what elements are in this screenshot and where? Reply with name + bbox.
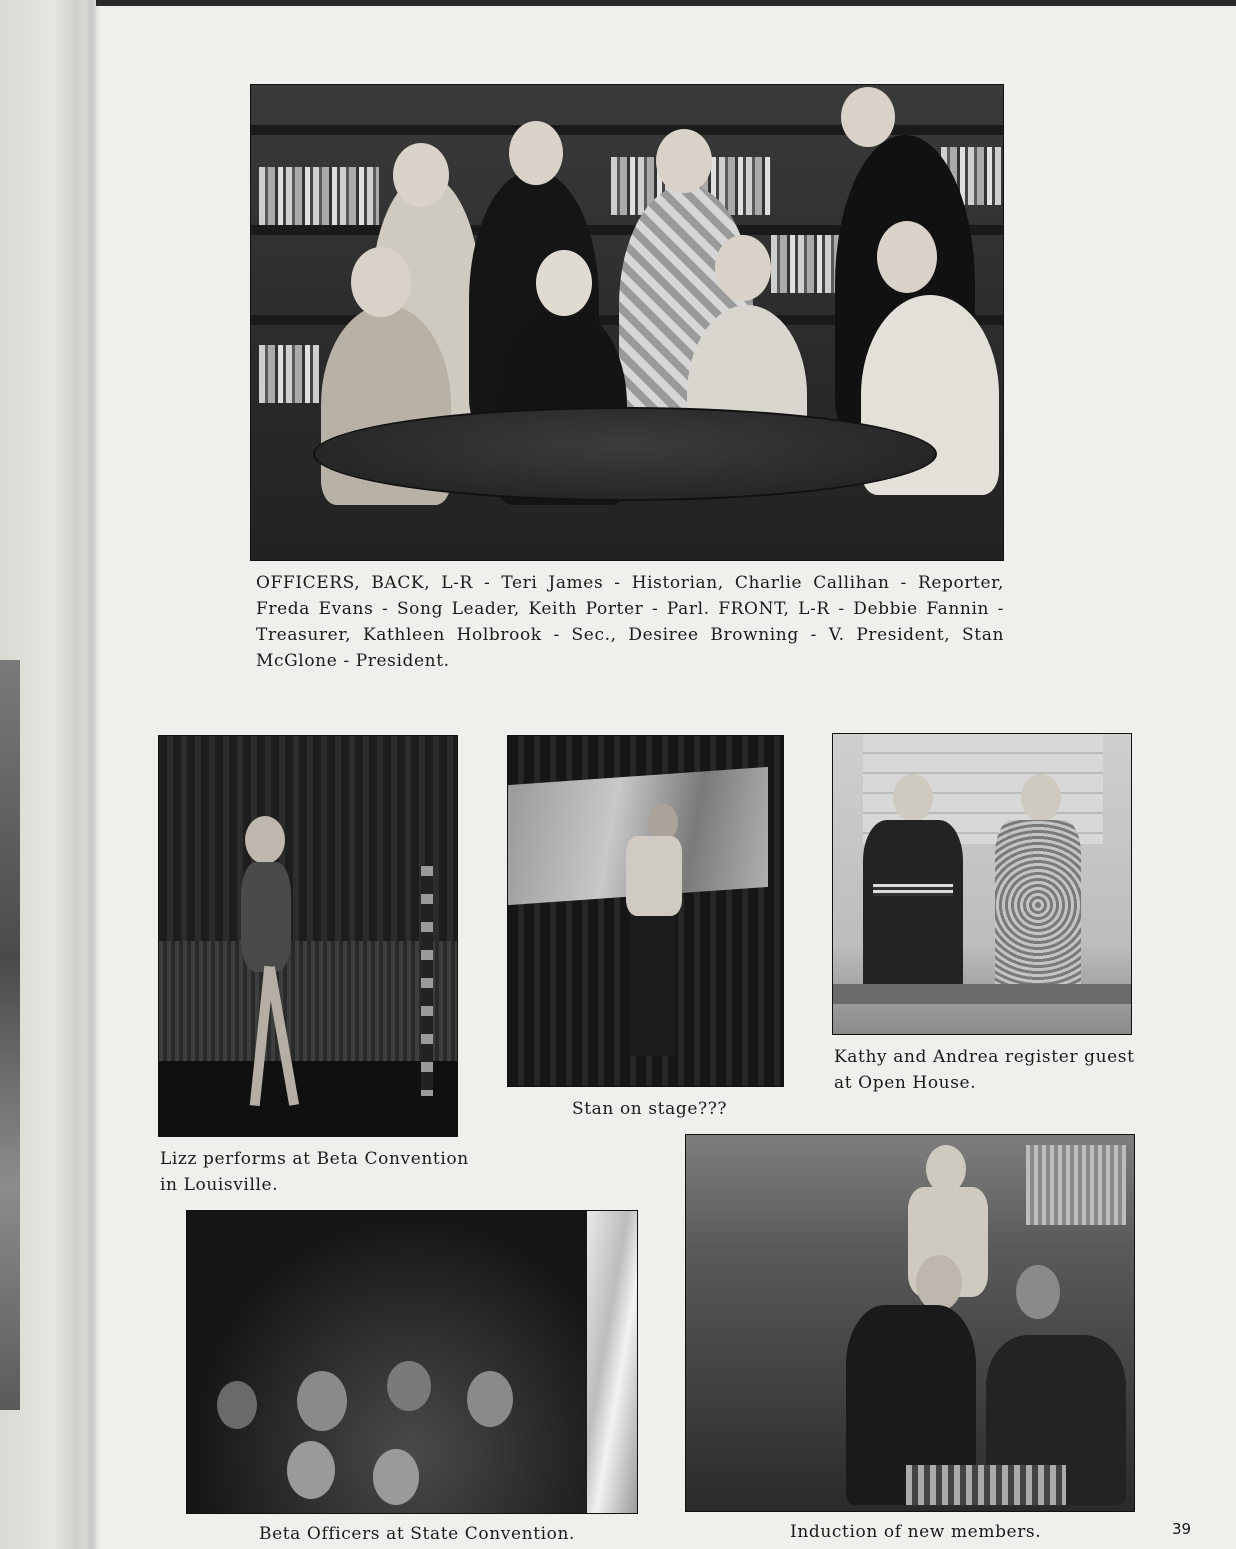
stan-legs (630, 916, 676, 1056)
registration-table (833, 984, 1131, 1004)
books (259, 167, 379, 225)
attendee (287, 1441, 335, 1499)
kathy-caption-line-1: Kathy and Andrea register guest (834, 1047, 1135, 1067)
stage-lights (421, 866, 433, 1096)
attendee (387, 1361, 431, 1411)
page-fold-shadow (84, 0, 100, 1549)
attendee (297, 1371, 347, 1431)
lizz-caption-line-1: Lizz performs at Beta Convention (160, 1149, 469, 1169)
person-head (877, 221, 937, 293)
seated-member (916, 1255, 962, 1311)
stan-caption: Stan on stage??? (572, 1099, 728, 1119)
person-head (393, 143, 449, 207)
page-number: 39 (1172, 1520, 1192, 1538)
induction-photo (685, 1134, 1135, 1512)
kathy-caption-line-2: at Open House. (834, 1073, 977, 1093)
beta-officers-convention-photo (186, 1210, 638, 1514)
person-head (715, 235, 771, 301)
stan-body (626, 836, 682, 916)
person-head (536, 250, 592, 316)
stan-head (648, 804, 678, 840)
andrea-body (995, 820, 1081, 990)
stage-wall (159, 941, 457, 1061)
round-table (313, 407, 937, 501)
previous-page-photo-edge (0, 660, 20, 1410)
attendee (467, 1371, 513, 1427)
kathy-body (863, 820, 963, 990)
flag (587, 1211, 637, 1513)
kathy-andrea-photo (832, 733, 1132, 1035)
dress-stripes (873, 884, 953, 896)
page-top-edge (0, 0, 1236, 6)
plaid-skirt (906, 1465, 1066, 1505)
books (771, 235, 841, 293)
performer-head (245, 816, 285, 864)
induction-caption: Induction of new members. (790, 1522, 1042, 1542)
standing-member-head (926, 1145, 966, 1193)
person-head (509, 121, 563, 185)
officers-caption: OFFICERS, BACK, L-R - Teri James - Historian, Charlie Callihan - Reporter, Freda Evans - Song Leader, Keith Porter - Parl. FRONT, L-R - Debbie Fannin - Treasurer, Kathleen Holbrook - Sec., Desiree Browning - V. President, Stan McGlone - President. (256, 573, 1004, 671)
stan-on-stage-photo (507, 735, 784, 1087)
officers-photo (250, 84, 1004, 561)
andrea-head (1021, 774, 1061, 822)
performer-body (241, 862, 291, 972)
lizz-caption-line-2: in Louisville. (160, 1175, 279, 1195)
attendee (217, 1381, 257, 1429)
books (259, 345, 319, 403)
stage-floor (159, 1061, 457, 1136)
kathy-head (893, 774, 933, 822)
lizz-performance-photo (158, 735, 458, 1137)
attendee (373, 1449, 419, 1505)
seated-member (1016, 1265, 1060, 1319)
person-head (841, 87, 895, 147)
window-blinds (1026, 1145, 1126, 1225)
person-head (351, 247, 411, 317)
person-head (656, 129, 712, 193)
beta-caption: Beta Officers at State Convention. (259, 1524, 576, 1544)
